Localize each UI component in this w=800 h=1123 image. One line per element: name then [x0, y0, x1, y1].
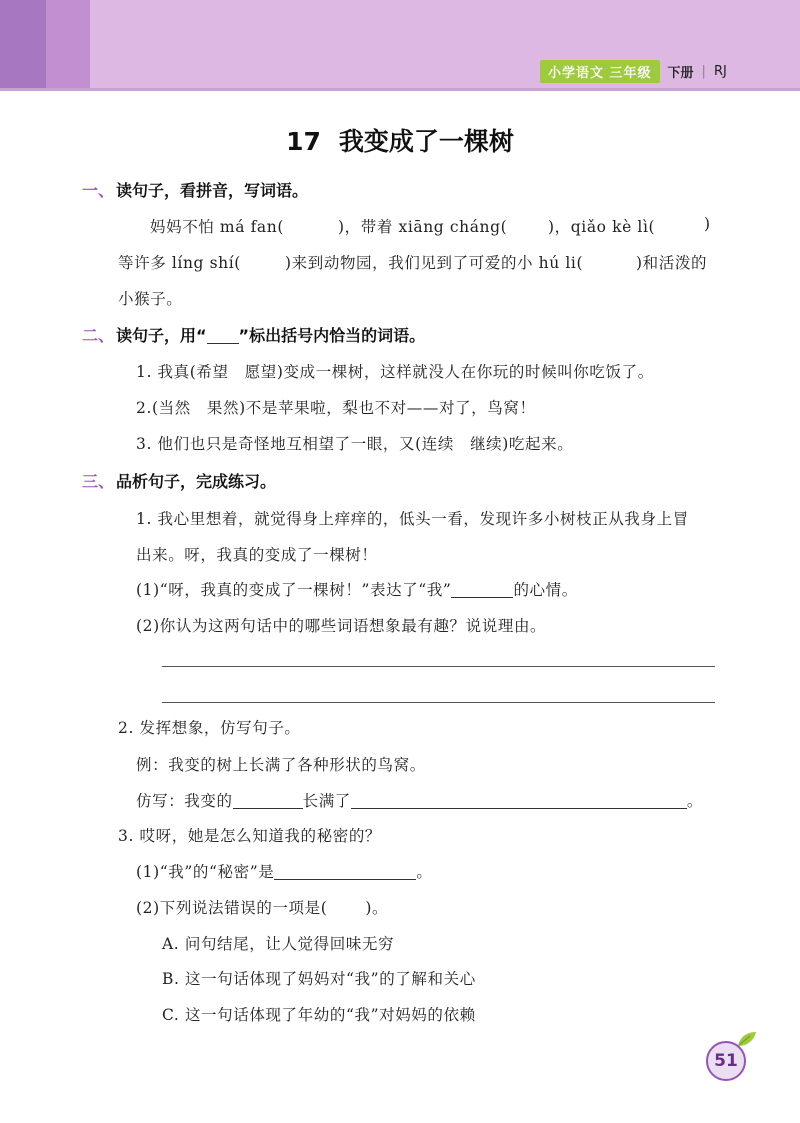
header-accent-dark	[0, 0, 46, 88]
section-marker: 二、	[82, 326, 115, 345]
separator: |	[701, 63, 706, 79]
word-choice-item-1: 1. 我真(希望 愿望)变成一棵树，这样就没人在你玩的时候叫你吃饭了。	[136, 363, 654, 381]
section-marker: 一、	[82, 181, 115, 200]
answer-blank[interactable]	[233, 793, 303, 810]
pinyin-line-2c: )和活泼的	[636, 254, 708, 272]
question-2-example: 例：我变的树上长满了各种形状的鸟窝。	[136, 756, 426, 774]
question-text: 的心情。	[513, 581, 578, 599]
underline-sample	[207, 327, 239, 344]
pinyin-line-2a: 等许多 líng shí(	[118, 254, 241, 272]
question-text: 长满了	[302, 792, 351, 810]
question-text: (2)下列说法错误的一项是(	[136, 899, 328, 917]
subject-grade-badge: 小学语文 三年级	[540, 60, 660, 83]
book-series	[540, 60, 727, 82]
lesson-number: 17	[286, 127, 321, 156]
page-number: 51	[706, 1041, 746, 1081]
question-text: 。	[416, 863, 433, 881]
question-text: (1)“我”的“秘密”是	[136, 863, 275, 881]
pinyin-line-1b: )，带着 xiāng cháng(	[338, 218, 508, 236]
edition-label: RJ	[713, 63, 727, 79]
question-3-sub-2	[136, 896, 388, 918]
header-divider	[0, 88, 800, 91]
answer-blank[interactable]	[451, 582, 513, 599]
question-2-title: 2. 发挥想象，仿写句子。	[118, 719, 301, 737]
pinyin-line-3: 小猴子。	[118, 290, 183, 308]
question-text: )。	[365, 899, 389, 917]
answer-line-1[interactable]	[162, 666, 715, 667]
option-c: C. 这一句话体现了年幼的“我”对妈妈的依赖	[162, 1006, 476, 1024]
section-marker: 三、	[82, 472, 115, 491]
lesson-title-text: 我变成了一棵树	[338, 127, 514, 156]
question-1-line-2: 出来。呀，我真的变成了一棵树！	[136, 546, 378, 564]
question-3-sub-1	[136, 860, 432, 882]
section-3-heading	[82, 469, 276, 492]
question-1-sub-2: (2)你认为这两句话中的哪些词语想象最有趣？说说理由。	[136, 617, 547, 635]
question-text: (1)“呀，我真的变成了一棵树！”表达了“我”	[136, 581, 452, 599]
question-2-imitate	[136, 789, 703, 811]
pinyin-line-1a: 妈妈不怕 má fan(	[150, 218, 285, 236]
answer-blank[interactable]	[274, 864, 416, 881]
section-heading-text-end: ”标出括号内恰当的词语。	[238, 326, 426, 345]
word-choice-item-2: 2.(当然 果然)不是苹果啦，梨也不对——对了，鸟窝！	[136, 399, 536, 417]
answer-line-2[interactable]	[162, 702, 715, 703]
question-1-sub-1	[136, 578, 578, 600]
volume-label: 下册	[667, 65, 694, 81]
question-1-line-1: 1. 我心里想着，就觉得身上痒痒的，低头一看，发现许多小树枝正从我身上冒	[136, 510, 689, 528]
section-1-heading	[82, 178, 308, 201]
question-text: 仿写：我变的	[136, 792, 233, 810]
lesson-title	[0, 122, 800, 158]
section-heading-text: 读句子，看拼音，写词语。	[116, 181, 309, 200]
header-accent-light	[46, 0, 90, 88]
answer-blank[interactable]	[351, 793, 687, 810]
pinyin-line-1d: )	[704, 215, 711, 233]
option-a: A. 问句结尾，让人觉得回味无穷	[162, 935, 395, 953]
word-choice-item-3: 3. 他们也只是奇怪地互相望了一眼，又(连续 继续)吃起来。	[136, 435, 574, 453]
question-text: 。	[686, 792, 704, 810]
section-heading-text-start: 读句子，用“	[116, 326, 207, 345]
pinyin-line-2b: )来到动物园，我们见到了可爱的小 hú li(	[285, 254, 584, 272]
question-3-title: 3. 哎呀，她是怎么知道我的秘密的？	[118, 827, 382, 845]
section-2-heading	[82, 323, 425, 346]
pinyin-line-1c: )，qiǎo kè lì(	[548, 218, 656, 236]
option-b: B. 这一句话体现了妈妈对“我”的了解和关心	[162, 970, 476, 988]
section-heading-text: 品析句子，完成练习。	[116, 472, 277, 491]
